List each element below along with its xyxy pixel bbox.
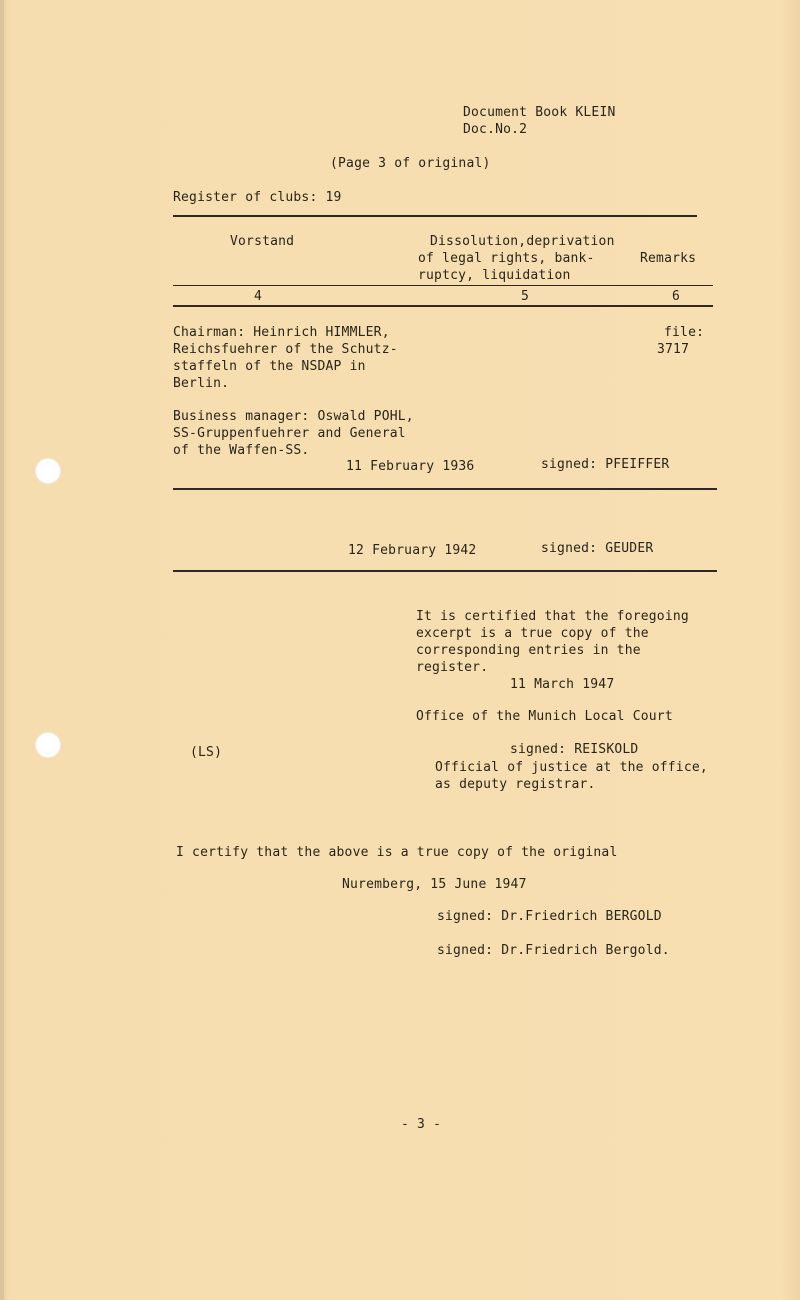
punch-hole-bottom: [35, 732, 61, 758]
entry2-rule: [173, 570, 717, 572]
column-header-remarks: Remarks: [640, 251, 697, 266]
column-number-6: 6: [672, 289, 681, 304]
remark-file-label: file:: [664, 325, 705, 340]
official-line1: Official of justice at the office,: [435, 760, 708, 775]
column-header-vorstand: Vorstand: [230, 234, 295, 249]
column-number-rule: [173, 305, 713, 307]
entry1-date: 11 February 1936: [346, 459, 475, 474]
register-of-clubs: Register of clubs: 19: [173, 190, 342, 205]
table-top-rule: [173, 215, 697, 217]
certification-line1: It is certified that the foregoing: [416, 609, 689, 624]
reiskold-signature: signed: REISKOLD: [510, 742, 639, 757]
attestation-place-date: Nuremberg, 15 June 1947: [342, 877, 527, 892]
official-line2: as deputy registrar.: [435, 777, 596, 792]
header-rule: [173, 285, 713, 286]
certification-line4: register.: [416, 660, 489, 675]
chairman-line2: Reichsfuehrer of the Schutz-: [173, 342, 398, 357]
column-number-5: 5: [521, 289, 530, 304]
page-of-original-note: (Page 3 of original): [330, 156, 491, 171]
seal-ls: (LS): [190, 745, 223, 760]
chairman-line3: staffeln of the NSDAP in: [173, 359, 366, 374]
page-left-edge: [0, 0, 4, 1300]
manager-line3: of the Waffen-SS.: [173, 443, 310, 458]
entry2-date: 12 February 1942: [348, 543, 477, 558]
bergold-signature-2: signed: Dr.Friedrich Bergold.: [437, 943, 670, 958]
manager-line1: Business manager: Oswald POHL,: [173, 409, 414, 424]
document-book-title: Document Book KLEIN: [463, 105, 616, 120]
chairman-line4: Berlin.: [173, 376, 230, 391]
entry1-signature: signed: PFEIFFER: [541, 457, 670, 472]
certification-date: 11 March 1947: [510, 677, 615, 692]
column-number-4: 4: [254, 289, 263, 304]
certification-line2: excerpt is a true copy of the: [416, 626, 649, 641]
entry2-signature: signed: GEUDER: [541, 541, 654, 556]
attestation-statement: I certify that the above is a true copy of the original: [176, 845, 618, 860]
certification-line3: corresponding entries in the: [416, 643, 641, 658]
entry1-rule: [173, 488, 717, 490]
remark-file-number: 3717: [657, 342, 690, 357]
chairman-line1: Chairman: Heinrich HIMMLER,: [173, 325, 390, 340]
document-number: Doc.No.2: [463, 122, 528, 137]
court-office: Office of the Munich Local Court: [416, 709, 673, 724]
bergold-signature-1: signed: Dr.Friedrich BERGOLD: [437, 909, 662, 924]
column-header-dissolution-line2: of legal rights, bank-: [418, 251, 595, 266]
column-header-dissolution-line3: ruptcy, liquidation: [418, 268, 571, 283]
punch-hole-top: [35, 458, 61, 484]
manager-line2: SS-Gruppenfuehrer and General: [173, 426, 406, 441]
page-number: - 3 -: [401, 1117, 442, 1132]
column-header-dissolution-line1: Dissolution,deprivation: [430, 234, 615, 249]
